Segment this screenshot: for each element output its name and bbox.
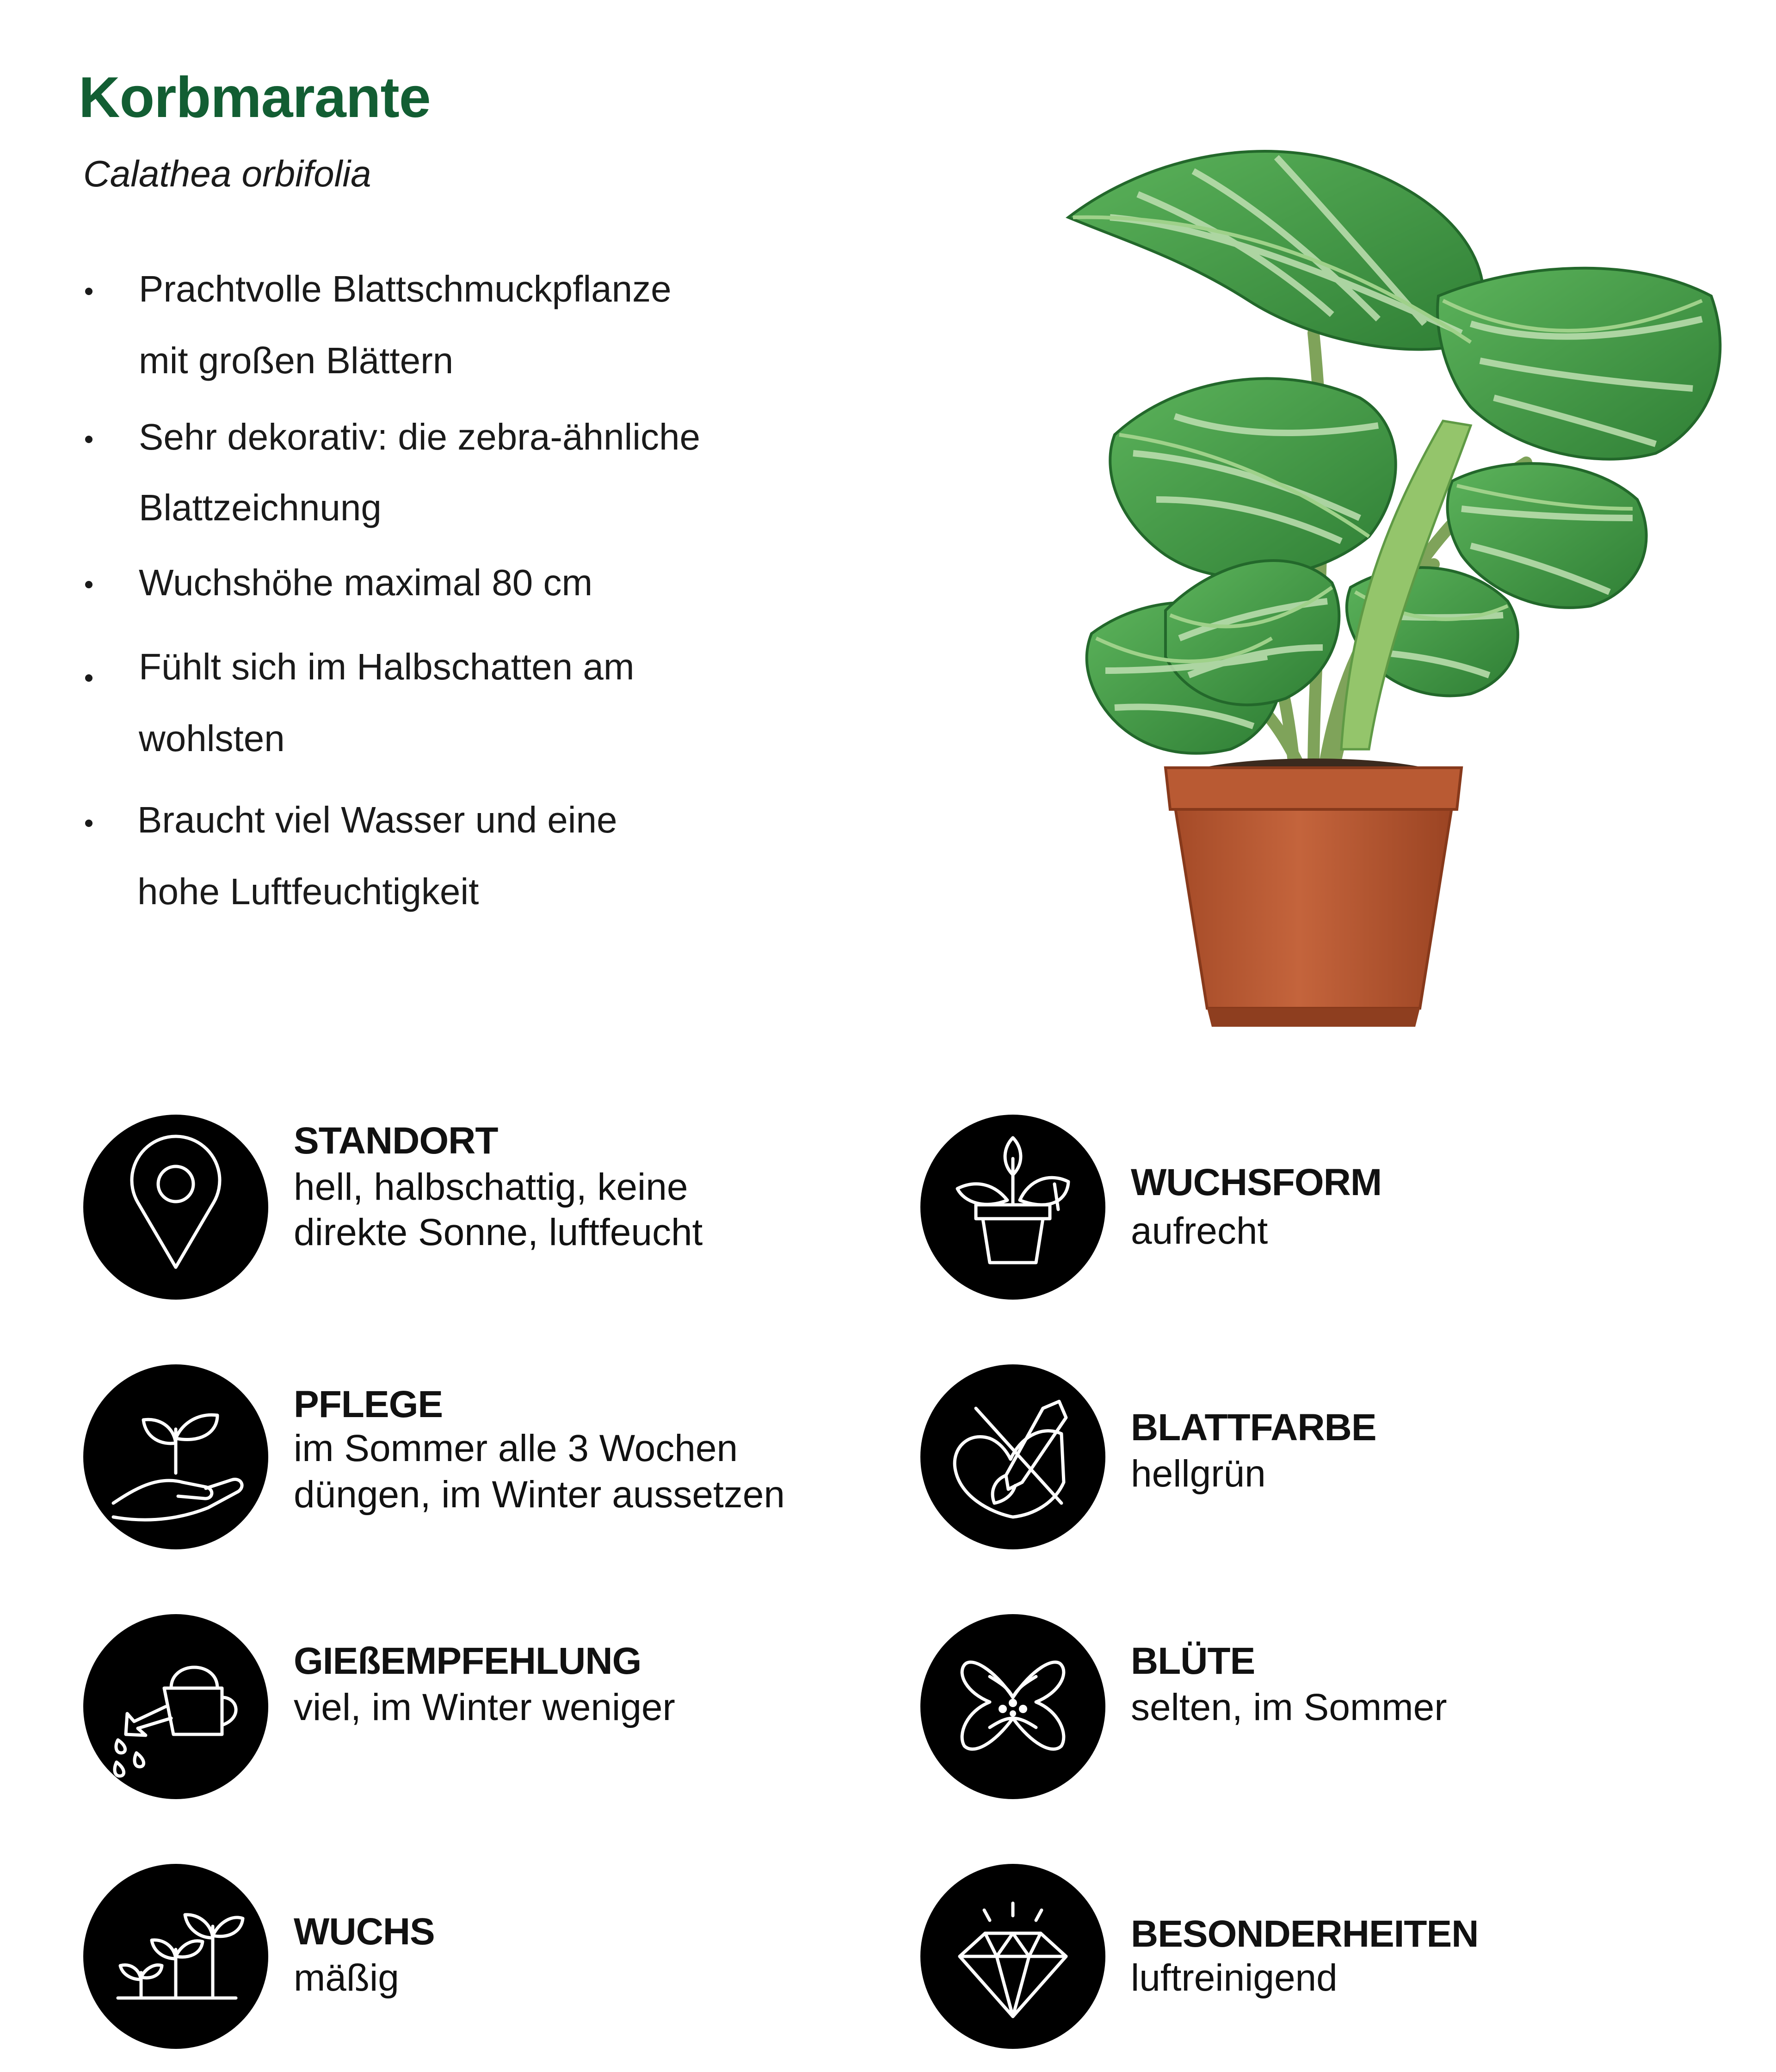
feature-title: BESONDERHEITEN (1131, 1913, 1479, 1955)
feature-wuchs (83, 1864, 870, 2058)
feature-wuchsform (920, 1115, 1707, 1309)
bullet-text: Fühlt sich im Halbschatten am (139, 646, 635, 687)
sprouts-icon (83, 1864, 268, 2049)
feature-title: BLÜTE (1131, 1640, 1255, 1682)
potted-plant-icon (920, 1115, 1105, 1300)
feature-pflege (83, 1364, 916, 1559)
bullet-text: mit großen Blättern (139, 340, 454, 381)
diamond-icon (920, 1864, 1105, 2049)
feature-besonderheiten (920, 1864, 1707, 2058)
feature-blattfarbe (920, 1364, 1707, 1559)
product-title: Korbmarante (79, 66, 431, 130)
flower-icon (920, 1614, 1105, 1799)
product-latin-name: Calathea orbifolia (83, 153, 371, 194)
feature-text: im Sommer alle 3 Wochen (294, 1427, 738, 1469)
bullet-dot (85, 288, 92, 295)
feature-text: direkte Sonne, luftfeucht (294, 1211, 703, 1253)
feature-title: BLATTFARBE (1131, 1406, 1376, 1449)
feature-text: mäßig (294, 1957, 399, 1999)
feature-text: luftreinigend (1131, 1957, 1338, 1999)
feature-title: GIEßEMPFEHLUNG (294, 1640, 641, 1682)
feature-bluete (920, 1614, 1707, 1808)
feature-text: hellgrün (1131, 1453, 1266, 1495)
bullet-text: wohlsten (139, 718, 285, 759)
bullet-dot (85, 581, 92, 588)
bullet-text: hohe Luftfeuchtigkeit (137, 871, 479, 912)
bullet-text: Blattzeichnung (139, 487, 382, 528)
feature-text: hell, halbschattig, keine (294, 1166, 688, 1208)
feature-title: WUCHS (294, 1911, 435, 1953)
feature-text: viel, im Winter weniger (294, 1686, 675, 1728)
bullet-text: Prachtvolle Blattschmuckpflanze (139, 268, 672, 309)
feature-standort (83, 1115, 870, 1309)
feature-text: düngen, im Winter aussetzen (294, 1474, 785, 1516)
feature-giessempfehlung (83, 1614, 916, 1808)
hand-seedling-icon (83, 1364, 268, 1549)
location-pin-icon (83, 1115, 268, 1300)
feature-title: WUCHSFORM (1131, 1161, 1382, 1203)
bullet-text: Sehr dekorativ: die zebra-ähnliche (139, 416, 701, 457)
bullet-dot (85, 674, 92, 682)
plant-image (1054, 102, 1739, 1036)
feature-text: selten, im Sommer (1131, 1686, 1447, 1728)
bullet-text: Wuchshöhe maximal 80 cm (139, 562, 593, 603)
leaf-brush-icon (920, 1364, 1105, 1549)
feature-title: STANDORT (294, 1120, 498, 1162)
bullet-text: Braucht viel Wasser und eine (137, 799, 617, 840)
bullet-dot (85, 436, 92, 443)
feature-text: aufrecht (1131, 1210, 1268, 1252)
feature-title: PFLEGE (294, 1383, 443, 1425)
bullet-dot (85, 820, 92, 827)
watering-can-icon (83, 1614, 268, 1799)
